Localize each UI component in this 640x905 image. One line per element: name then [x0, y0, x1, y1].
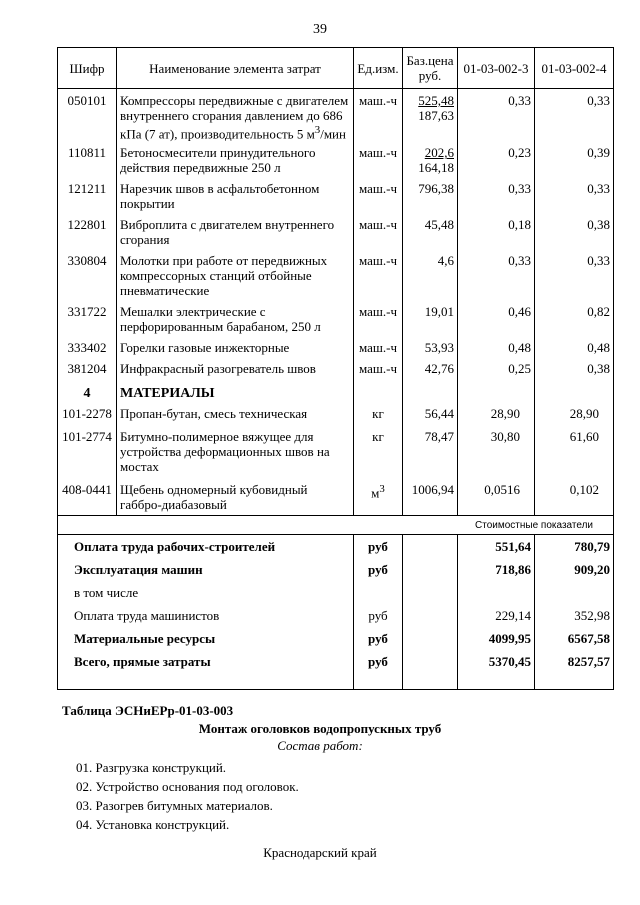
summary-name: Эксплуатация машин [58, 558, 354, 581]
row-value-1: 28,90 [458, 401, 535, 424]
summary-name: Материальные ресурсы [58, 627, 354, 650]
row-name: Инфракрасный разогреватель швов [117, 361, 354, 382]
row-price: 53,93 [403, 340, 458, 361]
row-value-2: 0,38 [535, 361, 614, 382]
summary-row [58, 650, 614, 690]
row-unit: маш.-ч [354, 145, 403, 181]
row-name: Бетоносмесители принудительного действия передвижные 250 л [117, 145, 354, 181]
summary-name: Оплата труда машинистов [58, 604, 354, 627]
row-price: 202,6 164,18 [403, 145, 458, 181]
table-row [58, 181, 614, 217]
summary-value-1: 5370,45 [458, 650, 535, 690]
row-name: Виброплита с двигателем внутреннего сгорания [117, 217, 354, 253]
row-unit: маш.-ч [354, 304, 403, 340]
table-row [58, 253, 614, 304]
summary-name: в том числе [58, 581, 354, 604]
section-title: МАТЕРИАЛЫ [117, 382, 354, 401]
row-price: 796,38 [403, 181, 458, 217]
row-unit: $м^3$ [354, 477, 403, 516]
work-item: 03. Разогрев битумных материалов. [76, 798, 273, 813]
summary-row [58, 627, 614, 650]
row-unit: маш.-ч [354, 89, 403, 146]
row-price: 56,44 [403, 401, 458, 424]
row-code: 050101 [58, 89, 117, 146]
row-name: Нарезчик швов в асфальтобетонном покрытии [117, 181, 354, 217]
row-unit: маш.-ч [354, 217, 403, 253]
row-unit: кг [354, 401, 403, 424]
summary-value-1: 718,86 [458, 558, 535, 581]
row-value-2: 0,82 [535, 304, 614, 340]
summary-name: Всего, прямые затраты [58, 650, 354, 690]
row-name: Пропан-бутан, смесь техническая [117, 401, 354, 424]
row-value-2: 28,90 [535, 401, 614, 424]
row-value-2: 0,33 [535, 253, 614, 304]
header-unit: Ед.изм. [354, 48, 403, 89]
header-col2: 01-03-002-4 [535, 48, 614, 89]
section-row [58, 382, 614, 401]
work-item: 02. Устройство основания под оголовок. [76, 779, 299, 794]
header-price: Баз.цена руб. [403, 48, 458, 89]
row-code: 110811 [58, 145, 117, 181]
header-col1: 01-03-002-3 [458, 48, 535, 89]
summary-value-2: 780,79 [535, 535, 614, 559]
row-value-1: 0,18 [458, 217, 535, 253]
materials-heading [58, 382, 614, 401]
work-item: 04. Установка конструкций. [76, 817, 230, 832]
summary-price [403, 627, 458, 650]
row-value-1: 30,80 [458, 424, 535, 477]
row-price: 525,48 187,63 [403, 89, 458, 146]
summary-unit: руб [354, 558, 403, 581]
table-row [58, 477, 614, 516]
row-unit: маш.-ч [354, 361, 403, 382]
summary-value-1: 4099,95 [458, 627, 535, 650]
cost-table [57, 47, 614, 690]
summary-unit [354, 581, 403, 604]
table-row [58, 401, 614, 424]
row-name: Щебень одномерный кубовидный габбро-диабазовый [117, 477, 354, 516]
table-row [58, 304, 614, 340]
row-name: Мешалки электрические с перфорированным барабаном, 250 л [117, 304, 354, 340]
cost-indicators-label: Стоимостные показатели [58, 516, 614, 535]
summary-row [58, 558, 614, 581]
table-row [58, 145, 614, 181]
summary-row [58, 535, 614, 559]
row-price: 1006,94 [403, 477, 458, 516]
summary-unit: руб [354, 535, 403, 559]
table-caption: Таблица ЭСНиЕРр-01-03-003 [62, 703, 234, 718]
summary-section [58, 535, 614, 690]
table-row [58, 89, 614, 146]
summary-value-1: 551,64 [458, 535, 535, 559]
summary-price [403, 535, 458, 559]
page-number: 39 [313, 22, 327, 37]
summary-price [403, 650, 458, 690]
row-name: Компрессоры передвижные с двигателем внутреннего сгорания давлением до 686 кПа (7 ат), производительность 5 $м^3$/мин [117, 89, 354, 146]
summary-value-2: 352,98 [535, 604, 614, 627]
work-item: 01. Разгрузка конструкций. [76, 760, 227, 775]
row-unit: маш.-ч [354, 340, 403, 361]
header-name: Наименование элемента затрат [117, 48, 354, 89]
row-name: Битумно-полимерное вяжущее для устройства деформационных швов на мостах [117, 424, 354, 477]
row-value-2: 0,33 [535, 181, 614, 217]
row-code: 101-2774 [58, 424, 117, 477]
summary-name: Оплата труда рабочих-строителей [58, 535, 354, 559]
row-code: 408-0441 [58, 477, 117, 516]
row-value-1: 0,33 [458, 181, 535, 217]
summary-price [403, 604, 458, 627]
row-unit: маш.-ч [354, 181, 403, 217]
row-value-1: 0,0516 [458, 477, 535, 516]
row-value-1: 0,33 [458, 253, 535, 304]
row-code: 101-2278 [58, 401, 117, 424]
row-code: 330804 [58, 253, 117, 304]
row-value-2: 0,102 [535, 477, 614, 516]
summary-value-2: 6567,58 [535, 627, 614, 650]
table-title: Монтаж оголовков водопропускных труб [198, 721, 442, 736]
machines-section [58, 89, 614, 383]
row-price: 4,6 [403, 253, 458, 304]
materials-section [58, 401, 614, 516]
summary-price [403, 558, 458, 581]
region-footer: Краснодарский край [263, 845, 377, 860]
row-value-1: 0,25 [458, 361, 535, 382]
row-price: 19,01 [403, 304, 458, 340]
row-price: 78,47 [403, 424, 458, 477]
summary-value-1: 229,14 [458, 604, 535, 627]
summary-unit: руб [354, 604, 403, 627]
work-composition-label: Состав работ: [277, 738, 363, 753]
row-code: 333402 [58, 340, 117, 361]
row-price: 45,48 [403, 217, 458, 253]
row-name: Горелки газовые инжекторные [117, 340, 354, 361]
summary-row [58, 581, 614, 604]
table-row [58, 424, 614, 477]
row-value-1: 0,23 [458, 145, 535, 181]
row-code: 331722 [58, 304, 117, 340]
row-value-1: 0,46 [458, 304, 535, 340]
row-price: 42,76 [403, 361, 458, 382]
row-value-1: 0,33 [458, 89, 535, 146]
table-row [58, 361, 614, 382]
row-unit: кг [354, 424, 403, 477]
row-code: 121211 [58, 181, 117, 217]
row-name: Молотки при работе от передвижных компрессорных станций отбойные пневматические [117, 253, 354, 304]
summary-unit: руб [354, 627, 403, 650]
summary-price [403, 581, 458, 604]
row-value-2: 0,39 [535, 145, 614, 181]
row-value-1: 0,48 [458, 340, 535, 361]
summary-unit: руб [354, 650, 403, 690]
summary-value-2 [535, 581, 614, 604]
summary-value-2: 909,20 [535, 558, 614, 581]
table-row [58, 340, 614, 361]
table-row [58, 217, 614, 253]
header-code: Шифр [58, 48, 117, 89]
row-value-2: 61,60 [535, 424, 614, 477]
row-value-2: 0,48 [535, 340, 614, 361]
section-number: 4 [58, 382, 117, 401]
summary-value-1 [458, 581, 535, 604]
subheader-row [58, 516, 614, 535]
work-list [76, 758, 299, 834]
row-value-2: 0,38 [535, 217, 614, 253]
summary-row [58, 604, 614, 627]
summary-value-2: 8257,57 [535, 650, 614, 690]
row-value-2: 0,33 [535, 89, 614, 146]
table-header-row [58, 48, 614, 89]
row-unit: маш.-ч [354, 253, 403, 304]
row-code: 122801 [58, 217, 117, 253]
row-code: 381204 [58, 361, 117, 382]
